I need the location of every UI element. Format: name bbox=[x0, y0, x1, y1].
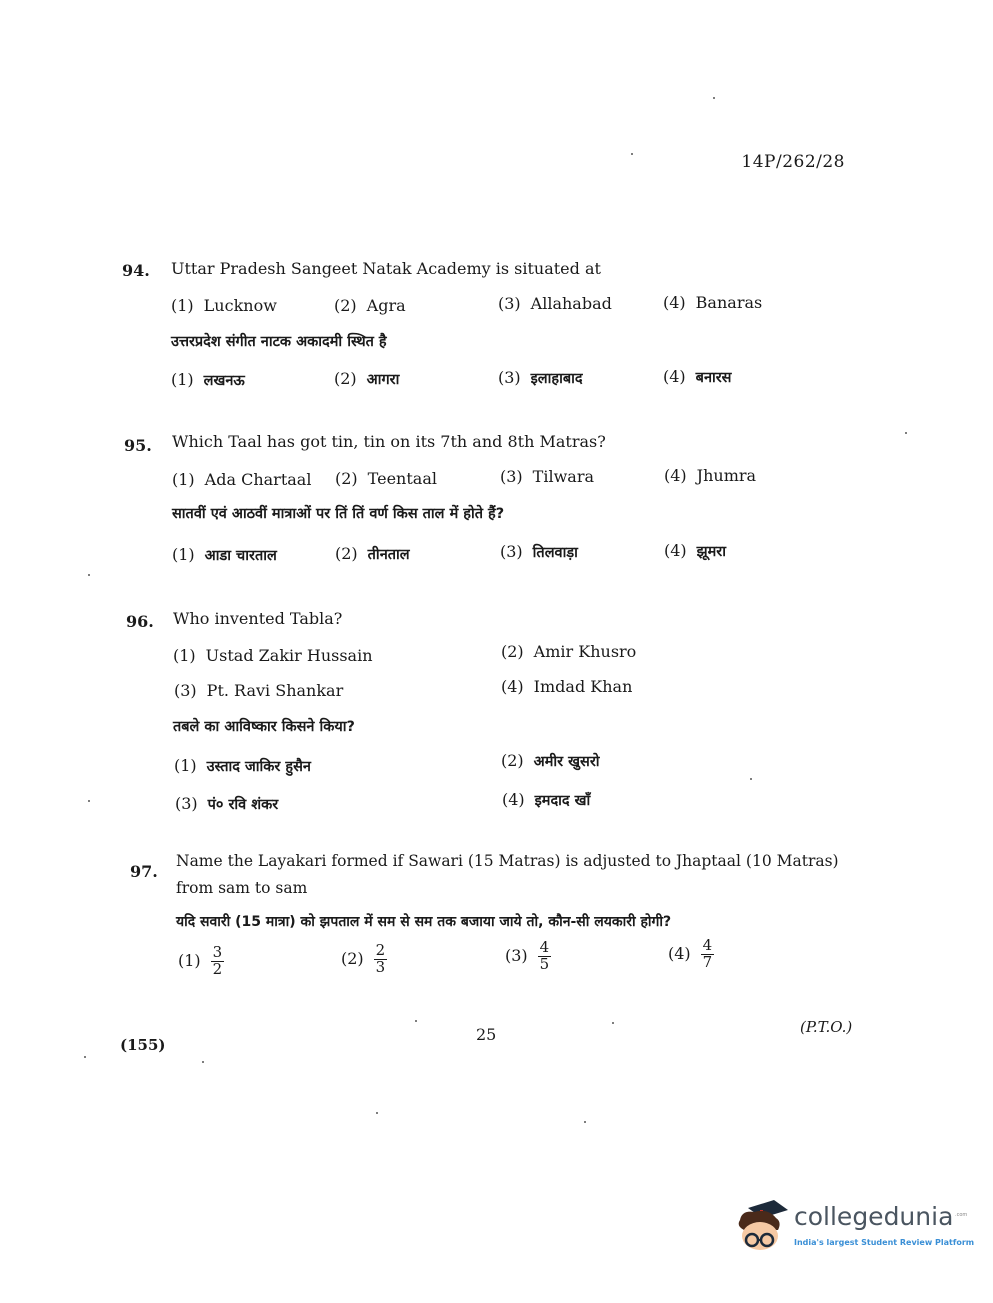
option-hindi bbox=[175, 794, 278, 814]
paper-code: 14P/262/28 bbox=[741, 152, 845, 172]
question-text-hindi: सातवीं एवं आठवीं मात्राओं पर तिं तिं वर्ण किस ताल में होते हैं? bbox=[172, 506, 505, 522]
scan-speck bbox=[88, 574, 90, 576]
option bbox=[171, 296, 277, 315]
option-hindi bbox=[663, 367, 732, 387]
fraction-numerator: 4 bbox=[702, 936, 713, 954]
option-hindi bbox=[335, 544, 410, 564]
option-text: Tilwara bbox=[532, 467, 594, 486]
mascot-icon bbox=[734, 1196, 792, 1256]
option-text: Imdad Khan bbox=[533, 677, 633, 696]
option-text: झूमरा bbox=[696, 544, 726, 560]
option-hindi bbox=[172, 545, 277, 565]
option-number: (1) bbox=[172, 470, 195, 489]
fraction bbox=[211, 945, 225, 978]
option-text: आडा चारताल bbox=[204, 548, 277, 564]
logo-wordmark: collegedunia bbox=[794, 1202, 954, 1231]
option-text: Allahabad bbox=[530, 294, 612, 313]
option bbox=[173, 646, 373, 665]
option bbox=[172, 470, 311, 489]
option-text: Jhumra bbox=[696, 466, 757, 485]
option bbox=[174, 681, 343, 700]
option bbox=[498, 294, 612, 313]
option-hindi bbox=[174, 756, 311, 776]
question-number: 97. bbox=[130, 862, 158, 881]
option bbox=[178, 945, 224, 978]
option bbox=[668, 938, 714, 971]
option-text: उस्ताद जाकिर हुसैन bbox=[206, 759, 311, 775]
question-text: Which Taal has got tin, tin on its 7th and 8th Matras? bbox=[172, 432, 606, 451]
option-number: (2) bbox=[501, 751, 524, 770]
option-number: (3) bbox=[500, 542, 523, 561]
scan-speck bbox=[713, 97, 715, 99]
option-text: तीनताल bbox=[367, 547, 410, 563]
option-number: (2) bbox=[501, 642, 524, 661]
option-number: (4) bbox=[663, 293, 686, 312]
scan-speck bbox=[584, 1121, 586, 1123]
option bbox=[334, 296, 406, 315]
fraction-denominator: 2 bbox=[212, 959, 223, 978]
question-number: 96. bbox=[126, 612, 154, 631]
fraction-numerator: 4 bbox=[539, 938, 550, 956]
scan-speck bbox=[84, 1056, 86, 1058]
option-text: बनारस bbox=[695, 370, 732, 386]
option-number: (1) bbox=[174, 756, 197, 775]
option-text: Agra bbox=[366, 296, 406, 315]
option-text: Ada Chartaal bbox=[204, 470, 312, 489]
option-text: लखनऊ bbox=[203, 373, 245, 389]
option-number: (2) bbox=[341, 948, 364, 968]
option-text: Teentaal bbox=[367, 469, 437, 488]
question-text: from sam to sam bbox=[176, 879, 308, 897]
option-number: (3) bbox=[498, 294, 521, 313]
option-text: Pt. Ravi Shankar bbox=[206, 681, 344, 700]
option-hindi bbox=[664, 541, 726, 561]
option-number: (3) bbox=[498, 368, 521, 387]
fraction-denominator: 7 bbox=[702, 952, 713, 971]
logo-tagline: India's largest Student Review Platform bbox=[794, 1238, 975, 1247]
fraction-numerator: 2 bbox=[375, 941, 386, 959]
question-text: Who invented Tabla? bbox=[173, 609, 343, 628]
fraction bbox=[701, 938, 715, 971]
question-text: Name the Layakari formed if Sawari (15 Matras) is adjusted to Jhaptaal (10 Matras) bbox=[176, 852, 839, 870]
option-number: (1) bbox=[178, 950, 201, 970]
option-hindi bbox=[502, 790, 590, 810]
scan-speck bbox=[88, 800, 90, 802]
option-number: (4) bbox=[501, 677, 524, 696]
fraction bbox=[374, 943, 388, 976]
option-number: (3) bbox=[505, 945, 528, 965]
option-number: (2) bbox=[334, 369, 357, 388]
option-number: (4) bbox=[663, 367, 686, 386]
option bbox=[505, 940, 551, 973]
fraction-denominator: 5 bbox=[539, 954, 550, 973]
pto-label: (P.T.O.) bbox=[800, 1018, 853, 1036]
scan-speck bbox=[202, 1061, 204, 1063]
option-text: अमीर खुसरो bbox=[533, 754, 600, 770]
option-text: Amir Khusro bbox=[533, 642, 637, 661]
option-text: Banaras bbox=[695, 293, 763, 312]
option bbox=[664, 466, 756, 485]
option-number: (3) bbox=[500, 467, 523, 486]
option bbox=[335, 469, 437, 488]
collegedunia-logo bbox=[734, 1196, 975, 1256]
option-text: पं० रवि शंकर bbox=[207, 797, 279, 813]
option-number: (4) bbox=[668, 943, 691, 963]
option-number: (2) bbox=[334, 296, 357, 315]
option bbox=[663, 293, 762, 312]
option-text: Lucknow bbox=[203, 296, 277, 315]
option-hindi bbox=[498, 368, 583, 388]
option-hindi bbox=[334, 369, 399, 389]
option-text: तिलवाड़ा bbox=[532, 545, 578, 561]
fraction-denominator: 3 bbox=[375, 957, 386, 976]
option-text: इलाहाबाद bbox=[530, 371, 583, 387]
scan-speck bbox=[750, 778, 752, 780]
scan-speck bbox=[376, 1112, 378, 1114]
option-hindi bbox=[500, 542, 578, 562]
option-text: आगरा bbox=[366, 372, 400, 388]
page-number: 25 bbox=[476, 1025, 497, 1044]
logo-suffix: .com bbox=[955, 1212, 968, 1218]
option-number: (4) bbox=[502, 790, 525, 809]
option bbox=[341, 943, 387, 976]
option-number: (4) bbox=[664, 466, 687, 485]
scan-speck bbox=[415, 1020, 417, 1022]
scan-speck bbox=[612, 1022, 614, 1024]
option-number: (2) bbox=[335, 544, 358, 563]
question-number: 94. bbox=[122, 261, 150, 280]
footer-code: (155) bbox=[120, 1036, 166, 1054]
question-text-hindi: उत्तरप्रदेश संगीत नाटक अकादमी स्थित है bbox=[171, 334, 387, 350]
scan-speck bbox=[905, 432, 907, 434]
option-number: (3) bbox=[175, 794, 198, 813]
option-number: (1) bbox=[171, 296, 194, 315]
question-text: Uttar Pradesh Sangeet Natak Academy is situated at bbox=[171, 259, 601, 278]
option bbox=[500, 467, 594, 486]
option bbox=[501, 677, 632, 696]
question-text-hindi: यदि सवारी (15 मात्रा) को झपताल में सम से सम तक बजाया जाये तो, कौन-सी लयकारी होगी? bbox=[176, 914, 672, 930]
question-number: 95. bbox=[124, 436, 152, 455]
option bbox=[501, 642, 636, 661]
option-number: (3) bbox=[174, 681, 197, 700]
option-number: (1) bbox=[173, 646, 196, 665]
option-hindi bbox=[501, 751, 600, 771]
scan-speck bbox=[631, 153, 633, 155]
option-text: Ustad Zakir Hussain bbox=[205, 646, 373, 665]
option-hindi bbox=[171, 370, 245, 390]
option-number: (4) bbox=[664, 541, 687, 560]
option-number: (2) bbox=[335, 469, 358, 488]
option-text: इमदाद खाँ bbox=[534, 793, 591, 809]
fraction-numerator: 3 bbox=[212, 943, 223, 961]
question-text-hindi: तबले का आविष्कार किसने किया? bbox=[173, 719, 355, 735]
option-number: (1) bbox=[172, 545, 195, 564]
fraction bbox=[538, 940, 552, 973]
option-number: (1) bbox=[171, 370, 194, 389]
